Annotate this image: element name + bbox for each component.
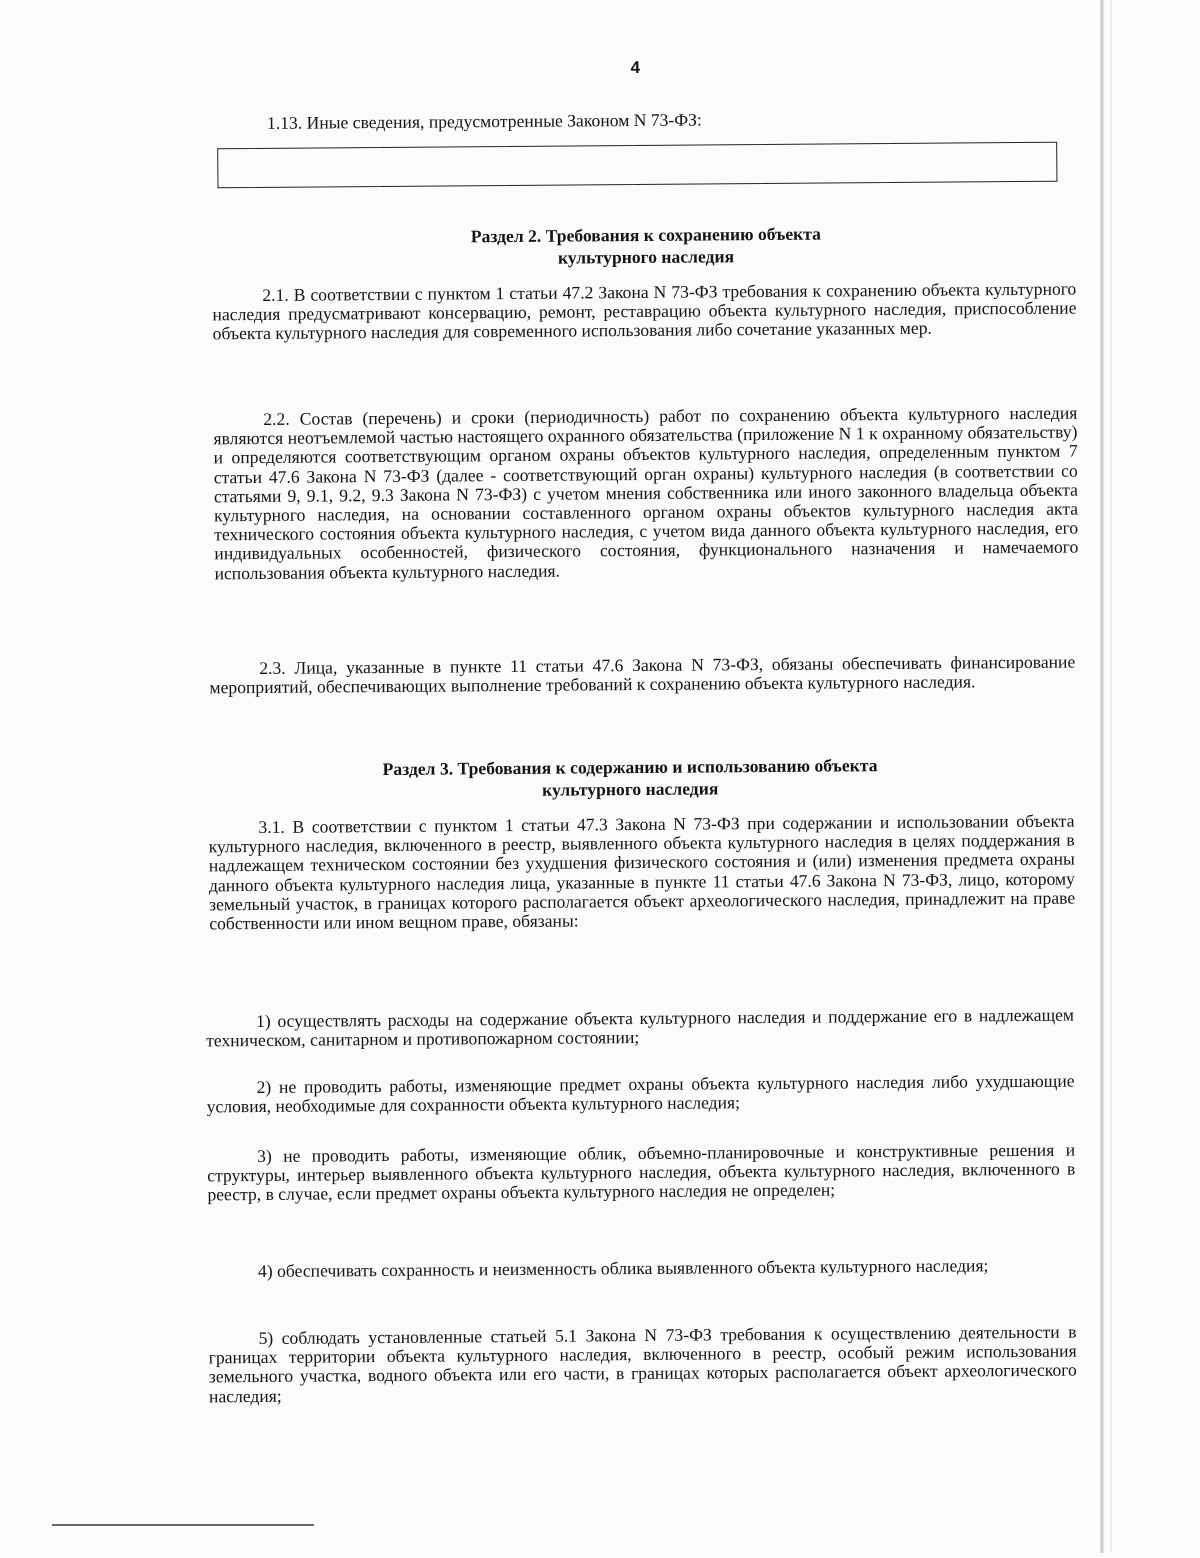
item-1-13: 1.13. Иные сведения, предусмотренные Законом N 73-ФЗ:: [266, 109, 702, 133]
section-3-heading: [310, 754, 950, 803]
list-item-3: 3) не проводить работы, изменяющие облик, объемно-планировочные и конструктивные решения и структуры, интерьер выявленного объекта культурного наследия, объекта культурного наследия, включенного в реестр, в случае, если предмет охраны объекта культурного наследия не определен;: [207, 1139, 1076, 1205]
paragraph-2-2: 2.2. Состав (перечень) и сроки (периодичность) работ по сохранению объекта культурного наследия являются неотъемлемой частью настоящего охранного обязательства (приложение N 1 к охранному обязательству) и определяются соответствующим органом охраны объектов культурного наследия, определенным пунктом 7 статьи 47.6 Закона N 73-ФЗ (далее - соответствующий орган охраны) культурного наследия (в соответствии со статьями 9, 9.1, 9.2, 9.3 Закона N 73-ФЗ) с учетом мнения собственника или иного законного владельца объекта культурного наследия, на основании составленного органом охраны объектов культурного наследия акта технического состояния объекта культурного наследия, с учетом вида данного объекта культурного наследия, его индивидуальных особенностей, физического состояния, функционального назначения и намечаемого использования объекта культурного наследия.: [213, 402, 1079, 583]
paragraph-3-1: 3.1. В соответствии с пунктом 1 статьи 47.3 Закона N 73-ФЗ при содержании и использовании объекта культурного наследия, включенного в реестр, выявленного объекта культурного наследия в целях поддержания в надлежащем техническом состоянии без ухудшения физического состояния и (или) изменения предмета охраны данного объекта культурного наследия лица, указанные в пункте 11 статьи 47.6 Закона N 73-ФЗ, лицо, которому земельный участок, в границах которого располагается объект археологического наследия, принадлежит на праве собственности или ином вещном праве, обязаны:: [208, 810, 1076, 934]
paragraph-2-1: 2.1. В соответствии с пунктом 1 статьи 47.2 Закона N 73-ФЗ требования к сохранению объекта культурного наследия предусматривают консервацию, ремонт, реставрацию объекта культурного наследия, приспособление объекта культурного наследия для современного использования либо сочетание указанных мер.: [212, 278, 1077, 344]
section-3-heading-line2: культурного наследия: [542, 778, 719, 800]
paragraph-2-3: 2.3. Лица, указанные в пункте 11 статьи 47.6 Закона N 73-ФЗ, обязаны обеспечивать финансирование мероприятий, обеспечивающих выполнение требований к сохранению объекта культурного наследия.: [209, 651, 1076, 698]
page-number: 4: [630, 57, 641, 78]
section-3-heading-line1: Раздел 3. Требования к содержанию и использованию объекта: [382, 755, 878, 780]
other-info-box: [217, 142, 1057, 189]
list-item-5: 5) соблюдать установленные статьей 5.1 Закона N 73-ФЗ требования к осуществлению деятельности в границах территории объекта культурного наследия, включенного в реестр, особый режим использования земельного участка, водного объекта или его части, в границах которых располагается объект археологического наследия;: [208, 1321, 1077, 1407]
list-item-4: 4) обеспечивать сохранность и неизменность облика выявленного объекта культурного наследия;: [257, 1255, 989, 1282]
list-item-1: 1) осуществлять расходы на содержание объекта культурного наследия и поддержание его в надлежащем техническом, санитарном и противопожарном состоянии;: [206, 1004, 1075, 1051]
section-2-heading: [376, 222, 916, 270]
list-item-2: 2) не проводить работы, изменяющие предмет охраны объекта культурного наследия либо ухудшающие условия, необходимые для сохранности объекта культурного наследия;: [206, 1070, 1075, 1117]
section-2-heading-line2: культурного наследия: [557, 246, 735, 268]
footnote-rule: [52, 1524, 314, 1526]
section-2-heading-line1: Раздел 2. Требования к сохранению объекта: [470, 223, 821, 247]
